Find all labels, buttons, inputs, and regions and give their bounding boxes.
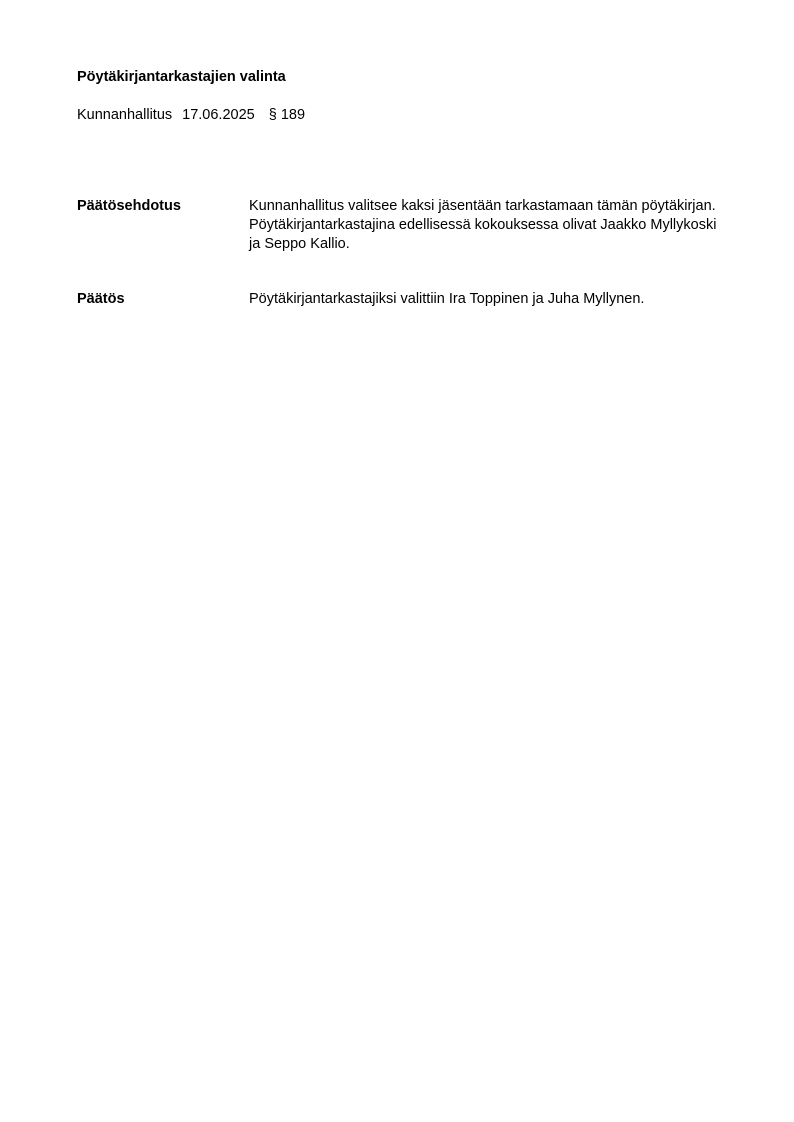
proposal-label: Päätösehdotus (77, 198, 181, 214)
decision-body (249, 290, 717, 309)
meeting-date: 17.06.2025 (182, 107, 255, 123)
proposal-paragraph: Kunnanhallitus valitsee kaksi jäsentään tarkastamaan tämän pöytäkirjan. (249, 198, 716, 214)
proposal-section (77, 197, 717, 254)
meeting-section-number: § 189 (268, 107, 306, 123)
decision-label: Päätös (77, 291, 125, 307)
meeting-body: Kunnanhallitus (77, 107, 173, 123)
proposal-paragraph: Pöytäkirjantarkastajina edellisessä kokouksessa olivat Jaakko Myllykoski ja Seppo Kallio. (249, 217, 717, 252)
meeting-reference (77, 107, 305, 124)
document-title: Pöytäkirjantarkastajien valinta (77, 69, 286, 85)
decision-section (77, 290, 717, 309)
decision-text: Pöytäkirjantarkastajiksi valittiin Ira Toppinen ja Juha Myllynen. (249, 291, 645, 307)
proposal-body (249, 197, 717, 254)
